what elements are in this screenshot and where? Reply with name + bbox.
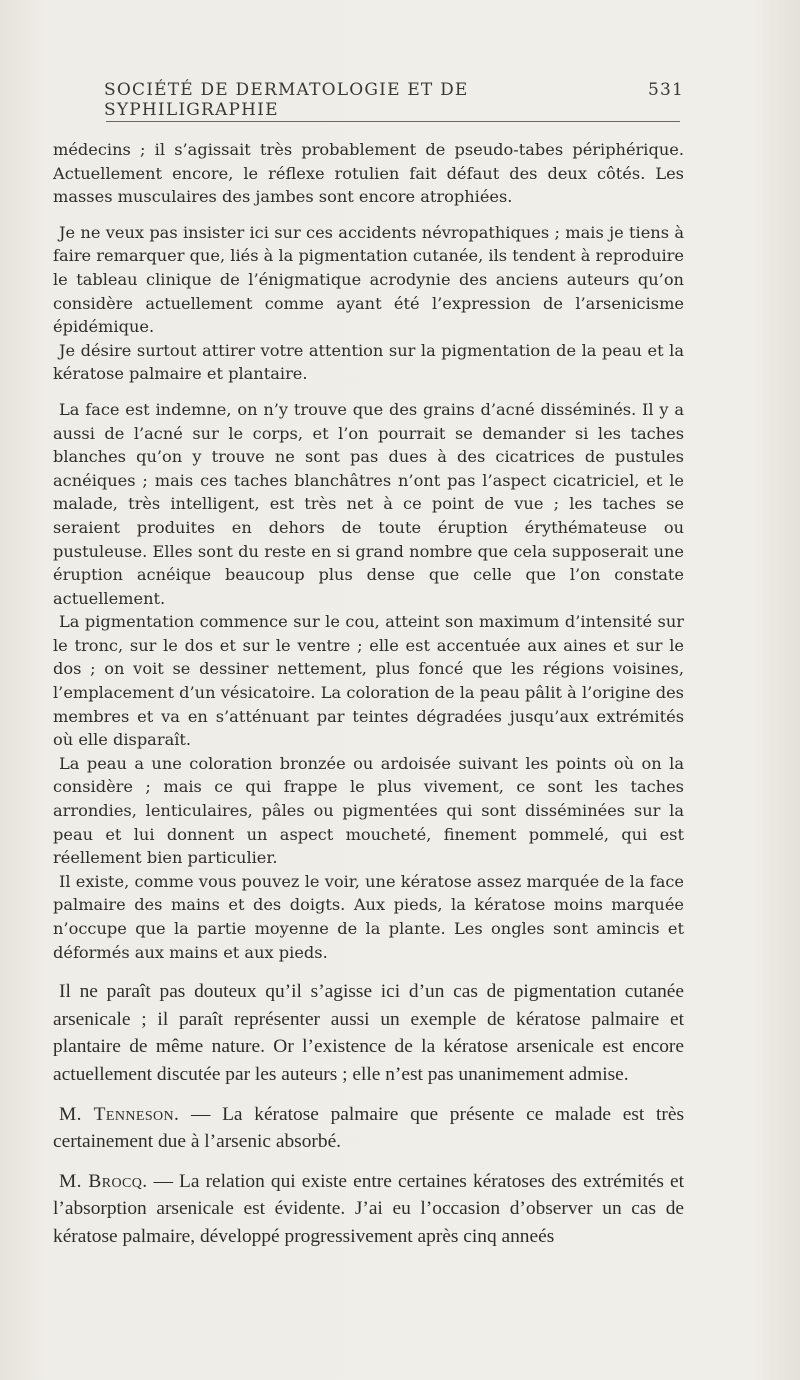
header-rule	[106, 121, 680, 122]
speaker-name: M. Brocq.	[59, 1170, 148, 1192]
paragraph-2: Je ne veux pas insister ici sur ces accidents névropathiques ; mais je tiens à faire remarquer que, liés à la pigmentation cutanée, ils tendent à reproduire le tableau clinique de l’énigmatique acrodynie des anciens auteurs qu’on considère actuellement comme ayant été l’expression de l’arsenicisme épidémique.	[53, 222, 684, 337]
paragraph-tenneson	[53, 1101, 684, 1156]
page-number: 531	[647, 80, 684, 100]
paragraph-6: La peau a une coloration bronzée ou ardoisée suivant les points où on la considère ; mais ce qui frappe le plus vivement, ce sont les taches arrondies, lenticulaires, pâles ou pigmentées qui sont disséminées sur la peau et lui donnent un aspect moucheté, finement pommelé, qui est réellement bien particulier.	[53, 753, 684, 868]
speaker-name: M. Tenneson.	[59, 1103, 180, 1125]
paragraph-5: La pigmentation commence sur le cou, atteint son maximum d’intensité sur le tronc, sur le dos et sur le ventre ; elle est accentuée aux aines et sur le dos ; on voit se dessiner nettement, plus foncé que les régions voisines, l’emplacement d’un vésicatoire. La coloration de la peau pâlit à l’origine des membres et va en s’atténuant par teintes dégradées jusqu’aux extrémités où elle disparaît.	[53, 612, 684, 750]
speaker-remark: — La kératose palmaire que présente ce malade est très certainement due à l’arsenic absorbé.	[53, 1103, 684, 1153]
running-title: SOCIÉTÉ DE DERMATOLOGIE ET DE SYPHILIGRAPHIE	[104, 80, 469, 120]
body-text	[53, 138, 684, 1251]
paragraph-7: Il existe, comme vous pouvez le voir, une kératose assez marquée de la face palmaire des mains et des doigts. Aux pieds, la kératose moins marquée n’occupe que la partie moyenne de la plante. Les ongles sont amincis et déformés aux mains et aux pieds.	[53, 871, 684, 962]
paragraph-3: Je désire surtout attirer votre attention sur la pigmentation de la peau et la kératose palmaire et plantaire.	[53, 340, 684, 384]
paragraph-4: La face est indemne, on n’y trouve que des grains d’acné disséminés. Il y a aussi de l’acné sur le corps, et l’on pourrait se demander si les taches blanches qu’on y trouve ne sont pas dues à des cicatrices de pustules acnéiques ; mais ces taches blanchâtres n’ont pas l’aspect cicatriciel, et le malade, très intelligent, est très net à ce point de vue ; les taches se seraient produites en dehors de toute éruption érythémateuse ou pustuleuse. Elles sont du reste en si grand nombre que cela supposerait une éruption acnéique beaucoup plus dense que celle que l’on constate actuellement.	[53, 399, 684, 608]
paragraph-brocq	[53, 1168, 684, 1251]
speaker-remark: — La relation qui existe entre certaines kératoses des extrémités et l’absorption arsenicale est évidente. J’ai eu l’occasion d’observer un cas de kératose palmaire, développé progressivement après cinq anneés	[53, 1170, 684, 1247]
running-header	[104, 80, 684, 120]
paragraph-8: Il ne paraît pas douteux qu’il s’agisse ici d’un cas de pigmentation cutanée arsenicale ; il paraît représenter aussi un exemple de kératose palmaire et plantaire de même nature. Or l’existence de la kératose arsenicale est encore actuellement discutée par les auteurs ; elle n’est pas unanimement admise.	[53, 981, 684, 1085]
paragraph-1: médecins ; il s’agissait très probablement de pseudo-tabes périphérique. Actuellement encore, le réflexe rotulien fait défaut des deux côtés. Les masses musculaires des jambes sont encore atrophiées.	[53, 140, 684, 207]
